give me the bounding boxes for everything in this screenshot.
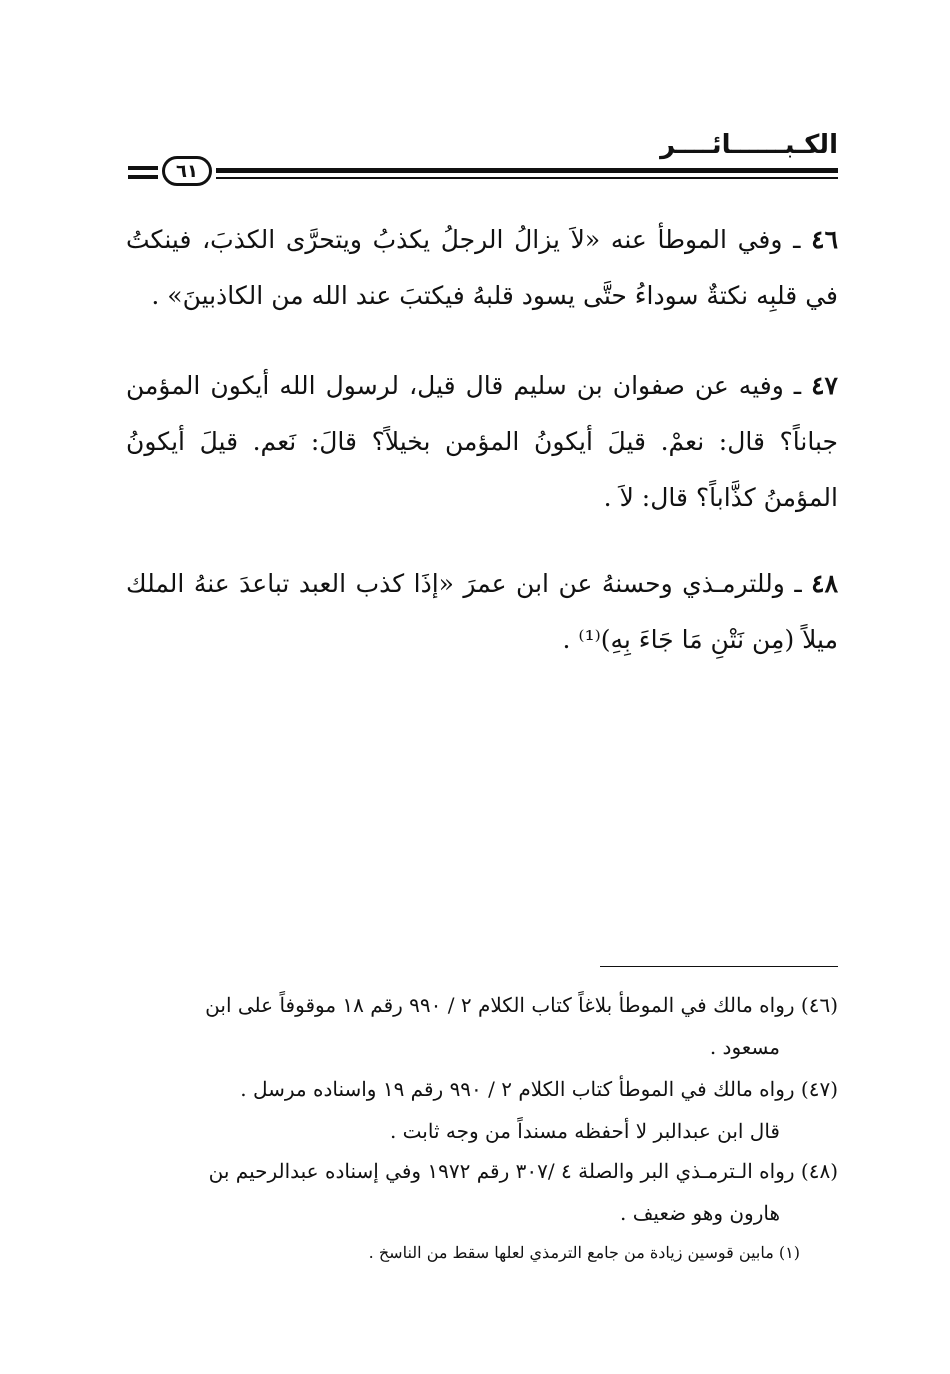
footnote-line: (٤٨) رواه الـترمـذي البر والصلة ٤ /٣٠٧ رقم ١٩٧٢ وفي إسناده عبدالرحيم بن [208, 1159, 838, 1183]
paragraph-46 [126, 212, 838, 324]
paragraph-text: ـ وللترمـذي وحسنهُ عن ابن عمرَ «إذَا كذب العبد تباعدَ عنهُ الملك ميلاً (مِن نَتْنِ مَا جَاءَ بِهِ)⁽¹⁾ . [126, 569, 838, 654]
footnote-46 [136, 984, 838, 1068]
footnote-separator [600, 966, 838, 967]
paragraph-number: ٤٧ [811, 371, 838, 400]
paragraph-number: ٤٦ [811, 225, 838, 254]
header-dash-left-top [128, 166, 158, 170]
footnote-line: (٤٧) رواه مالك في الموطأ كتاب الكلام ٢ / ٩٩٠ رقم ١٩ واسناده مرسل . [240, 1077, 838, 1101]
page-number: ٦١ [162, 156, 212, 186]
paragraph-text: ـ وفي الموطأ عنه «لاَ يزالُ الرجلُ يكذبُ ويتحرَّى الكذبَ، فينكتُ في قلبِه نكتةٌ سوداءُ حتَّى يسود قلبهُ فيكتبَ عند الله من الكاذبينَ» . [126, 225, 838, 310]
footnote-line: هارون وهو ضعيف . [620, 1201, 780, 1225]
footnote-line: قال ابن عبدالبر لا أحفظه مسنداً من وجه ثابت . [389, 1119, 780, 1143]
header-rule-thin [216, 177, 838, 179]
header-rule-thick [216, 168, 838, 173]
footnote-line: مسعود . [709, 1035, 780, 1059]
paragraph-47 [126, 358, 838, 526]
footnote-48 [136, 1150, 838, 1234]
paragraph-number: ٤٨ [811, 569, 838, 598]
footnote-subnote: (١) مابين قوسين زيادة من جامع الترمذي لعلها سقط من الناسخ . [368, 1243, 800, 1262]
footnote-47 [136, 1068, 838, 1152]
running-header-title: الكـبــــــائــــر [660, 130, 838, 160]
footnote-line: (٤٦) رواه مالك في الموطأ بلاغاً كتاب الكلام ٢ / ٩٩٠ رقم ١٨ موقوفاً على ابن [205, 993, 838, 1017]
paragraph-text: ـ وفيه عن صفوان بن سليم قال قيل، لرسول الله أيكون المؤمن جباناً؟ قال: نعمْ. قيلَ أيكونُ المؤمن بخيلاً؟ قالَ: نَعم. قيلَ أيكونُ المؤمنُ كذَّاباً؟ قال: لاَ . [126, 371, 838, 512]
paragraph-48 [126, 556, 838, 668]
header-dash-left-bottom [128, 175, 158, 179]
